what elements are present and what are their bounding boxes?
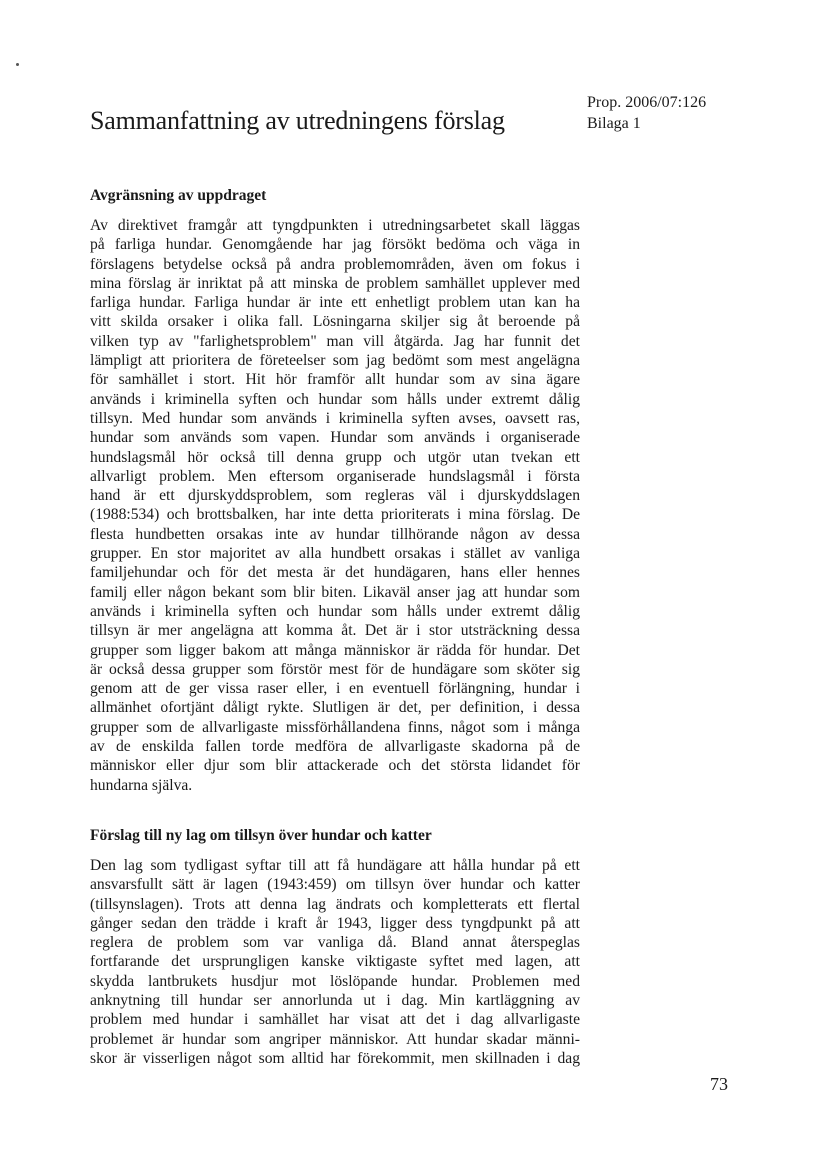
text-line: Den lag som tydligast syftar till att få hundägare att hålla hundar på ett <box>90 857 580 874</box>
section-body <box>90 216 580 795</box>
appendix-label: Bilaga 1 <box>587 115 641 132</box>
text-line: används i kriminella syften och hundar som hålls under extremt dålig <box>90 390 580 408</box>
section-heading: Förslag till ny lag om tillsyn över hundar och katter <box>90 827 432 844</box>
text-line: är också dessa grupper som förstör mest för de hundägare som sköter sig <box>90 660 580 678</box>
text-line: familjehundar och för det mesta är det hundägaren, hans eller hennes <box>90 564 580 582</box>
text-line: människor eller djur som blir attackerade och det största lidandet för <box>90 757 580 775</box>
text-line: problemet är hundar som angriper människor. Att hundar skadar männi- <box>90 1030 580 1048</box>
text-line: familj eller någon bekant som blir biten. Likaväl anser jag att hundar som <box>90 583 580 601</box>
text-line: Av direktivet framgår att tyngdpunkten i utredningsarbetet skall läggas <box>90 217 580 234</box>
text-line: reglera de problem som var vanliga då. Bland annat återspeglas <box>90 934 580 952</box>
text-line: anknytning till hundar ser annorlunda ut i dag. Min kartläggning av <box>90 992 580 1010</box>
text-line: allmänhet ofortjänt dåligt rykte. Slutligen är det, per definition, i dessa <box>90 699 580 717</box>
text-line: genom att de ger vissa raser eller, i en eventuell förlängning, hundar i <box>90 680 580 698</box>
text-line: för samhället i stort. Hit hör framför allt hundar som av sina ägare <box>90 371 580 389</box>
text-line: allvarligt problem. Men eftersom organiserade hundslagsmål i första <box>90 467 580 485</box>
section-body <box>90 856 580 1068</box>
text-line: hand är ett djurskyddsproblem, som regleras väl i djurskyddslagen <box>90 487 580 505</box>
scan-artifact <box>16 63 19 66</box>
text-line: på farliga hundar. Genomgående har jag försökt bedöma och väga in <box>90 236 580 254</box>
header-meta <box>587 92 706 134</box>
page-title: Sammanfattning av utredningens förslag <box>90 106 505 135</box>
text-line: vitt skilda orsaker i olika fall. Lösningarna skiljer sig åt beroende på <box>90 313 580 331</box>
text-line: (tillsynslagen). Trots att denna lag ändrats och kompletterats ett flertal <box>90 895 580 913</box>
text-line: hundarna själva. <box>90 776 193 794</box>
text-line: skor är visserligen något som alltid har förekommit, men skillnaden i dag <box>90 1049 580 1067</box>
text-line: hundslagsmål hör också till denna grupp och utgör utan tvekan ett <box>90 448 580 466</box>
section-heading: Avgränsning av uppdraget <box>90 187 267 204</box>
section-scope <box>90 186 580 795</box>
section-new-law-proposal <box>90 826 580 1068</box>
text-line: problem med hundar i samhället har visat att det i dag allvarligaste <box>90 1011 580 1029</box>
text-line: tillsyn är mer angelägna att komma åt. Det är i stor utsträckning dessa <box>90 622 580 640</box>
text-line: grupper som ligger bakom att många människor är rädda för hundar. Det <box>90 641 580 659</box>
text-line: mina förslag är inriktat på att minska de problem samhället upplever med <box>90 274 580 292</box>
text-line: fortfarande det ursprungligen kanske viktigaste syftet med lagen, att <box>90 953 580 971</box>
text-line: används i kriminella syften och hundar som hålls under extremt dålig <box>90 602 580 620</box>
text-line: tillsyn. Med hundar som används i kriminella syften avses, oavsett ras, <box>90 409 580 427</box>
text-line: farliga hundar. Farliga hundar är inte ett enhetligt problem utan kan ha <box>90 294 580 312</box>
text-line: grupper som de allvarligaste missförhållandena finns, något som i många <box>90 718 580 736</box>
text-line: gånger sedan den trädde i kraft år 1943, ligger dess tyngdpunkt på att <box>90 914 580 932</box>
text-line: flesta hundbetten orsakas inte av hundar tillhörande någon av dessa <box>90 525 580 543</box>
text-line: ansvarsfullt sätt är lagen (1943:459) om tillsyn över hundar och katter <box>90 876 580 894</box>
text-line: vilken typ av "farlighetsproblem" man vill åtgärda. Jag har funnit det <box>90 332 580 350</box>
text-line: hundar som används som vapen. Hundar som används i organiserade <box>90 429 580 447</box>
text-line: skydda lantbrukets husdjur mot löslöpande hundar. Problemen med <box>90 972 580 990</box>
proposition-reference: Prop. 2006/07:126 <box>587 94 707 111</box>
text-line: (1988:534) och brottsbalken, har inte detta prioriterats i mina förslag. De <box>90 506 580 524</box>
text-line: grupper. En stor majoritet av alla hundbett orsakas i stället av vanliga <box>90 545 580 563</box>
page-number: 73 <box>710 1074 728 1094</box>
text-line: av de enskilda fallen torde medföra de allvarligaste skadorna på de <box>90 738 580 756</box>
text-line: förslagens betydelse också på andra problemområden, även om fokus i <box>90 255 580 273</box>
text-line: lämpligt att prioritera de företeelser som jag bedömt som mest angelägna <box>90 352 580 370</box>
